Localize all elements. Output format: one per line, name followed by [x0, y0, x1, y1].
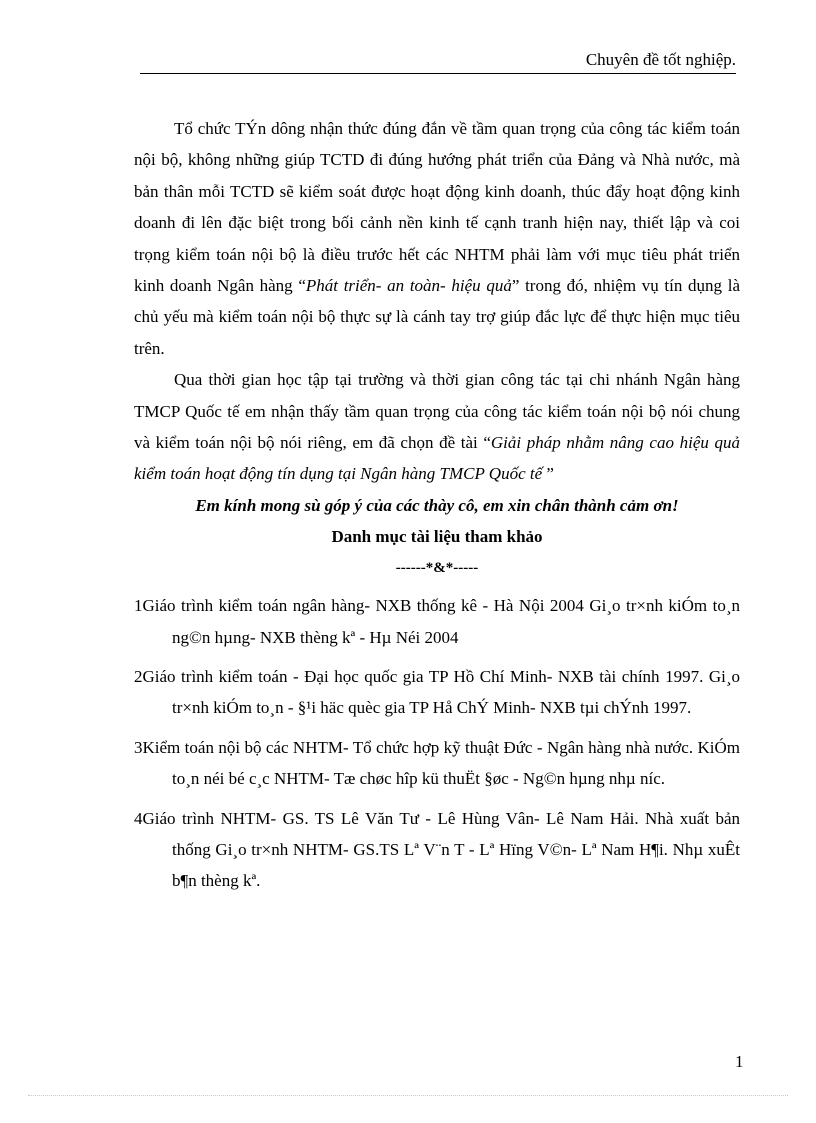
- paragraph-1-italic: Phát triển- an toàn- hiệu quả: [305, 276, 512, 296]
- reference-text: Giáo trình kiểm toán ngân hàng- NXB thống kê - Hà Nội 2004 Gi¸o tr×nh kiÓm to¸n ng©n hµng- NXB thèng kª - Hµ Néi 2004: [142, 596, 740, 647]
- thanks-line: Em kính mong sù góp ý của các thày cô, em xin chân thành cảm ơn!: [195, 495, 679, 515]
- reference-item: [134, 661, 740, 724]
- reference-item: [134, 803, 740, 897]
- header-title: Chuyên đề tốt nghiệp.: [585, 50, 736, 69]
- reference-item: [134, 590, 740, 653]
- reference-number: 4: [134, 808, 143, 828]
- reference-number: 2: [134, 666, 143, 686]
- paragraph-2: [134, 364, 740, 490]
- reference-text: Giáo trình kiểm toán - Đại học quốc gia TP Hồ Chí Minh- NXB tài chính 1997. Gi¸o tr×nh kiÓm to¸n - §¹i häc quèc gia TP Hå ChÝ Minh- NXB tµi chÝnh 1997.: [142, 666, 740, 718]
- paragraph-2-text: Qua thời gian học tập tại trường và thời gian công tác tại chi nhánh Ngân hàng TMCP Quốc tế em nhận thấy tầm quan trọng của công tác kiểm toán nội bộ nói chung và kiểm toán nội bộ nói riêng, em đã chọn đề tài “: [134, 370, 740, 453]
- document-body: [134, 113, 740, 905]
- paragraph-1-after: ” trong đó, nhiệm vụ tín dụng là chủ yếu mà kiểm toán nội bộ thực sự là cánh tay trợ giúp đắc lực để thực hiện mục tiêu trên.: [134, 276, 740, 358]
- reference-item: [134, 732, 740, 795]
- references-list: [134, 590, 740, 897]
- references-title: Danh mục tài liệu tham khảo: [331, 527, 543, 547]
- page-header: [140, 50, 736, 74]
- paragraph-1-text: Tổ chức TÝn dông nhận thức đúng đắn về tầm quan trọng của công tác kiểm toán nội bộ, không những giúp TCTD đi đúng hướng phát triển của Đảng và Nhà nước, mà bản thân mỗi TCTD sẽ kiểm soát được hoạt động kinh doanh, thúc đẩy hoạt động kinh doanh đi lên đặc biệt trong bối cảnh nền kinh tế cạnh tranh hiện nay, thiết lập và coi trọng kiểm toán nội bộ là điều trước hết các NHTM phải làm với mục tiêu phát triển kinh doanh Ngân hàng “: [134, 119, 740, 296]
- paragraph-2-after: ”: [542, 464, 554, 484]
- reference-number: 3: [134, 737, 143, 757]
- page-number: 1: [735, 1052, 744, 1071]
- paragraph-1: [134, 113, 740, 364]
- references-separator: ------*&*-----: [395, 559, 479, 576]
- paragraph-2-italic: Giải pháp nhằm nâng cao hiệu quả kiểm toán hoạt động tín dụng tại Ngân hàng TMCP Quốc tế: [134, 433, 740, 484]
- reference-number: 1: [134, 596, 143, 616]
- footer-divider: [28, 1095, 788, 1096]
- reference-text: Giáo trình NHTM- GS. TS Lê Văn Tư - Lê Hùng Vân- Lê Nam Hải. Nhà xuất bản thống Gi¸o tr×nh NHTM- GS.TS Lª V¨n T - Lª Hïng V©n- Lª Nam H¶i. Nhµ xuÊt b¶n thèng kª.: [142, 808, 740, 891]
- reference-text: Kiểm toán nội bộ các NHTM- Tổ chức hợp kỹ thuật Đức - Ngân hàng nhà nước. KiÓm to¸n néi bé c¸c NHTM- Tæ chøc hîp kü thuËt §øc - Ng©n hµng nhµ níc.: [142, 737, 740, 789]
